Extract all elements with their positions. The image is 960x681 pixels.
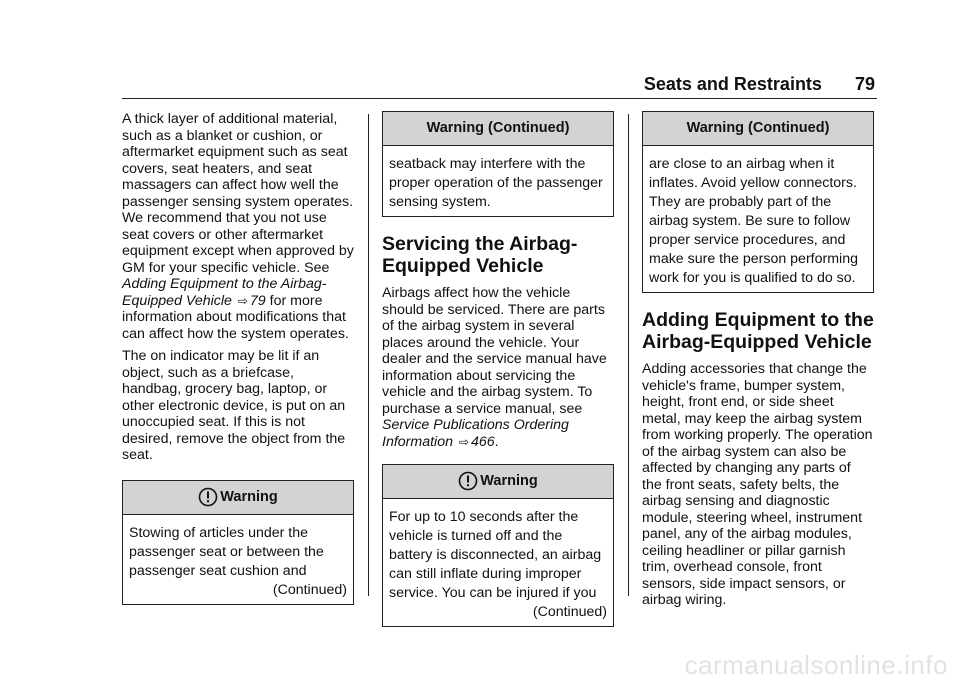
- heading-servicing: Servicing the Airbag-Equipped Vehicle: [382, 233, 578, 277]
- cross-reference-page[interactable]: 79: [249, 292, 266, 309]
- warning-icon: [198, 487, 218, 520]
- warning-box: [122, 480, 354, 605]
- cross-reference-page[interactable]: 466: [471, 433, 495, 450]
- watermark: carmanualsonline.info: [684, 650, 948, 680]
- paragraph-on-indicator: The on indicator may be lit if an object, such as a briefcase, handbag, grocery bag, laptop, or other electronic device, is put on an unoccupied seat. If this is not desired, remove the object from the seat.: [122, 348, 346, 463]
- heading-adding-equipment: Adding Equipment to the Airbag-Equipped Vehicle: [642, 309, 874, 353]
- continued-label: (Continued): [532, 604, 607, 620]
- page-ref-arrow-icon: ⇨: [458, 434, 469, 449]
- column-divider-1: [368, 114, 369, 596]
- warning-box: [382, 464, 614, 627]
- section-title: Seats and Restraints: [643, 74, 822, 94]
- warning-header: Warning: [123, 481, 353, 515]
- column-3: [642, 111, 874, 615]
- warning-continued-text: seatback may interfere with the proper operation of the passenger sensing system.: [389, 156, 603, 210]
- column-1: [122, 111, 354, 617]
- warning-continued-header: Warning (Continued): [643, 112, 873, 146]
- column-divider-2: [628, 114, 629, 596]
- page-number: 79: [854, 74, 875, 94]
- page-header: [0, 74, 875, 95]
- warning-continued-box: [642, 111, 874, 293]
- paragraph-servicing: Airbags affect how the vehicle should be serviced. There are parts of the airbag system in several places around the vehicle. Your dealer and the service manual have information about servicing the vehicle and the airbag system. To purchase a service manual, see Service Publications Ordering Information ⇨ 466.: [382, 285, 607, 450]
- cross-reference-link[interactable]: Adding Equipment to the Airbag-Equipped Vehicle: [122, 276, 327, 309]
- warning-continued-box: [382, 111, 614, 217]
- warning-continued-header: Warning (Continued): [383, 112, 613, 146]
- continued-label: (Continued): [272, 581, 347, 598]
- page-ref-arrow-icon: ⇨: [237, 293, 248, 308]
- warning-text: For up to 10 seconds after the vehicle is turned off and the battery is disconnected, an airbag can still inflate during improper service. You can be injured if you: [389, 509, 602, 601]
- column-2: [382, 111, 614, 639]
- paragraph-seat-covers: A thick layer of additional material, such as a blanket or cushion, or aftermarket equipment such as seat covers, seat heaters, and seat massagers can affect how well the passenger sensing system operates. We recommend that you not use seat covers or other aftermarket equipment except when approved by GM for your specific vehicle. See Adding Equipment to the Airbag-Equipped Vehicle ⇨ 79 for more information about modifications that can affect how the system operates.: [122, 111, 354, 342]
- warning-icon: [458, 471, 478, 504]
- warning-header: Warning: [383, 465, 613, 499]
- cross-reference-link[interactable]: Service Publications Ordering Information: [382, 417, 569, 450]
- paragraph-adding-equipment: Adding accessories that change the vehicle's frame, bumper system, height, front end, or side sheet metal, may keep the airbag system from working properly. The operation of the airbag system can also be affected by changing any parts of the front seats, safety belts, the airbag sensing and diagnostic module, steering wheel, instrument panel, any of the airbag modules, ceiling headliner or pillar garnish trim, overhead console, front sensors, side impact sensors, or airbag wiring.: [642, 361, 873, 608]
- header-rule: [122, 98, 877, 99]
- warning-text: Stowing of articles under the passenger seat or between the passenger seat cushion and: [129, 524, 324, 579]
- warning-continued-text: are close to an airbag when it inflates. Avoid yellow connectors. They are probably part of the airbag system. Be sure to follow proper service procedures, and make sure the person performing work for you is qualified to do so.: [649, 156, 858, 286]
